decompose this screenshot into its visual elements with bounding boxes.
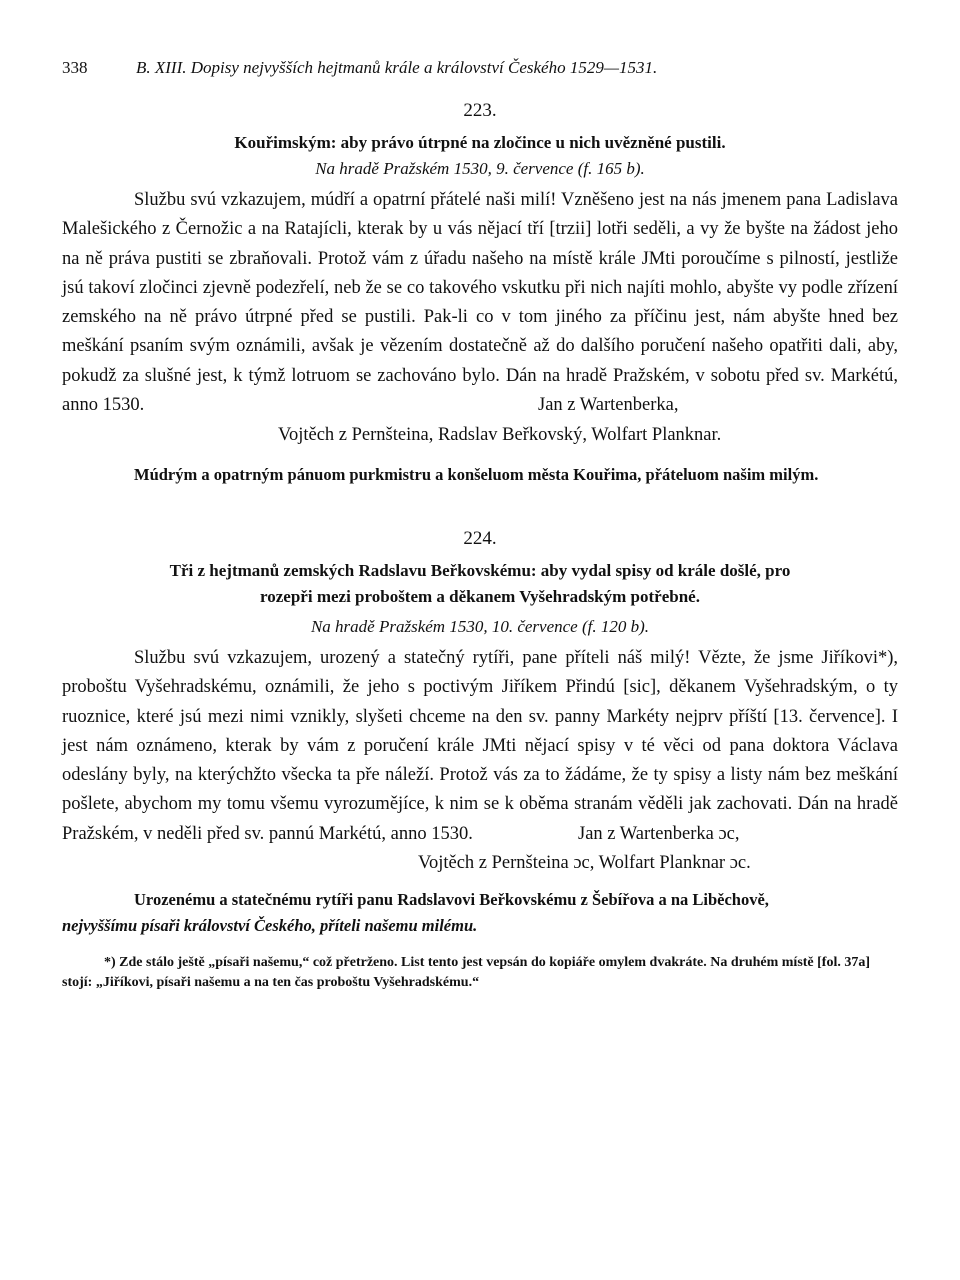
letter-text: Službu svú vzkazujem, múdří a opatrní přátelé naši milí! Vzněšeno jest na nás jmenem pana Ladislava Malešického z Černožic a na Ratajícli, kterak by u vás nějací tří [trzii] lotři seděli, a vy že byšte na žádost jeho na ně práva pustiti se zbraňovali. Protož vám z úřadu našeho na místě krále JMti poroučíme s pilností, jestliže jsú takoví zločinci zjevně podezřelí, neb že se co takového vskutku při nich najíti mohlo, abyšte vy podle zřízení zemského na ně právo útrpné před se pustili. Pak-li co v tom jiného za příčinu jest, nám abyšte hned bez meškání psaním svým oznámili, avšak je vězením dostatečně až do dalšího poručení našeho opatřiti dali, aby, pokudž za slušné jest, k týmž lotruom se zachováno bylo. Dán na hradě Pražském, v sobotu před sv. Markétú, anno 1530. bbox=[62, 190, 898, 416]
document-page bbox=[62, 58, 898, 993]
address-line-1: Urozenému a statečnému rytíři panu Radslavovi Beřkovskému z Šebířova a na Liběchově, bbox=[134, 889, 769, 909]
letter-heading-line-1: Tři z hejtmanů zemských Radslavu Beřkovskému: aby vydal spisy od krále došlé, pro bbox=[169, 560, 791, 580]
running-header bbox=[62, 58, 898, 78]
letter-body bbox=[62, 644, 898, 849]
signature-line-1: Jan z Wartenberka, bbox=[538, 395, 679, 416]
letter-address bbox=[62, 462, 898, 488]
running-title: B. XIII. Dopisy nejvyšších hejtmanů krále a království Českého 1529—1531. bbox=[136, 58, 658, 77]
letter-dateline: Na hradě Pražském 1530, 10. července (f. 120 b). bbox=[310, 616, 650, 636]
letter-223 bbox=[62, 100, 898, 488]
letter-heading: Kouřimským: aby právo útrpné na zločince u nich uvězněné pustili. bbox=[234, 133, 726, 152]
signature-line-2: Vojtěch z Pernšteina ɔc, Wolfart Planknar ɔc. bbox=[418, 853, 751, 874]
letter-number: 223. bbox=[463, 100, 497, 121]
signature-line-1: Jan z Wartenberka ɔc, bbox=[578, 824, 740, 845]
letter-address bbox=[62, 887, 898, 939]
address-line-2: nejvyššímu písaři království Českého, příteli našemu milému. bbox=[62, 915, 478, 935]
letter-number: 224. bbox=[463, 527, 497, 549]
letter-224 bbox=[62, 528, 898, 939]
letter-text: Službu svú vzkazujem, urozený a statečný rytíři, pane příteli náš milý! Vězte, že jsme Jiříkovi*), proboštu Vyšehradskému, oznámili, že jeho s poctivým Jiříkem Přindú [sic], děkanem Vyšehradským, o ty ruoznice, které jsú mezi nimi vznikly, slyšeti chceme na den sv. panny Markéty nejprv příští [13. července]. I jest nám oznámeno, kterak by vám z poručení krále JMti nějací spisy v té věci od pana doktora Václava odeslány byly, na kterýchžto všecka ta pře náleží. Protož vás za to žádáme, že ty spisy a listy nám bez meškání pošlete, abychom my tomu všemu vyrozumějíce, k nim se k oběma stranám věděli jak zachovati. Dán na hradě Pražském, v neděli před sv. pannú Markétú, anno 1530. bbox=[62, 647, 898, 844]
letter-dateline: Na hradě Pražském 1530, 9. července (f. 165 b). bbox=[315, 159, 645, 178]
footnote bbox=[62, 953, 898, 993]
letter-heading-line-2: rozepři mezi proboštem a děkanem Vyšehradským potřebné. bbox=[260, 586, 700, 606]
address-text: Múdrým a opatrným pánuom purkmistru a konšeluom města Kouřima, přáteluom našim milým. bbox=[134, 464, 819, 484]
page-number: 338 bbox=[62, 58, 88, 77]
signature-line-2: Vojtěch z Pernšteina, Radslav Beřkovský, Wolfart Planknar. bbox=[278, 424, 722, 445]
letter-body bbox=[62, 186, 898, 420]
footnote-text: *) Zde stálo ještě „písaři našemu,“ což přetrženo. List tento jest vepsán do kopiáře omylem dvakráte. Na druhém místě [fol. 37a] stojí: „Jiříkovi, písaři našemu a na ten čas proboštu Vyšehradskému.“ bbox=[62, 954, 871, 990]
